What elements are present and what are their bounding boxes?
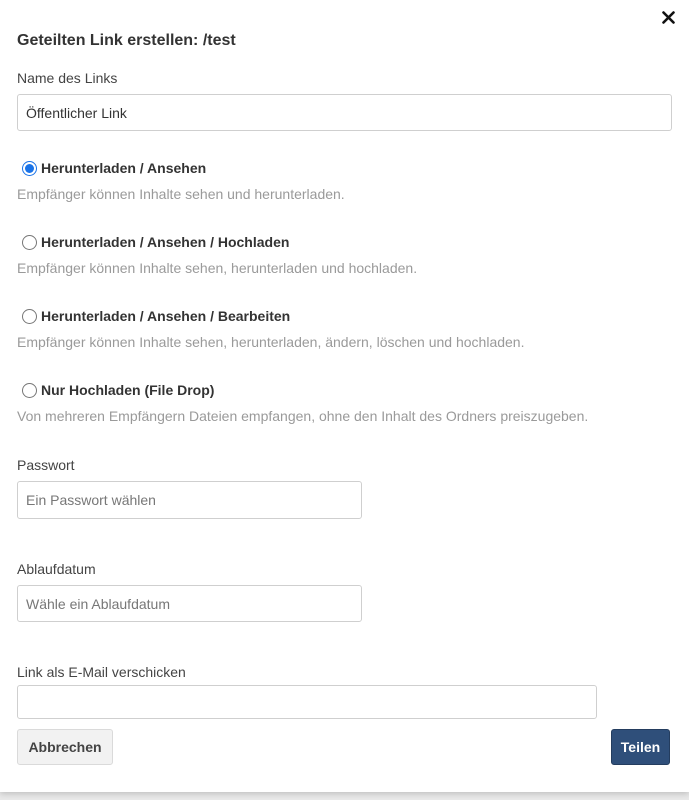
permission-option-label: Nur Hochladen (File Drop) (41, 382, 215, 398)
radio-view-download[interactable] (22, 161, 37, 176)
permission-option-view-download-edit[interactable] (22, 308, 290, 324)
radio-view-download-edit[interactable] (22, 309, 37, 324)
expiry-date-label: Ablaufdatum (17, 561, 96, 577)
permission-option-view-download-upload[interactable] (22, 234, 289, 250)
close-icon (662, 11, 675, 24)
permission-option-description: Empfänger können Inhalte sehen, herunterladen, ändern, löschen und hochladen. (17, 334, 525, 350)
permission-option-label: Herunterladen / Ansehen / Bearbeiten (41, 308, 291, 324)
permission-option-view-download[interactable] (22, 160, 206, 176)
password-label: Passwort (17, 457, 75, 473)
email-input[interactable] (17, 685, 597, 719)
permission-option-label: Herunterladen / Ansehen / Hochladen (41, 234, 290, 250)
permission-option-description: Empfänger können Inhalte sehen, herunterladen und hochladen. (17, 260, 418, 276)
permission-option-file-drop[interactable] (22, 382, 214, 398)
permission-option-description: Von mehreren Empfängern Dateien empfangen, ohne den Inhalt des Ordners preiszugeben. (17, 408, 589, 424)
link-name-label: Name des Links (17, 70, 118, 86)
cancel-button[interactable]: Abbrechen (17, 729, 113, 765)
email-label: Link als E-Mail verschicken (17, 664, 186, 680)
close-button[interactable] (657, 6, 679, 28)
permission-option-description: Empfänger können Inhalte sehen und herunterladen. (17, 186, 345, 202)
link-name-input[interactable] (17, 94, 672, 131)
expiry-date-input[interactable] (17, 585, 362, 622)
radio-view-download-upload[interactable] (22, 235, 37, 250)
dialog-title: Geteilten Link erstellen: /test (17, 32, 236, 49)
permission-option-label: Herunterladen / Ansehen (41, 160, 207, 176)
password-input[interactable] (17, 481, 362, 519)
share-button[interactable]: Teilen (611, 729, 670, 765)
radio-file-drop[interactable] (22, 383, 37, 398)
